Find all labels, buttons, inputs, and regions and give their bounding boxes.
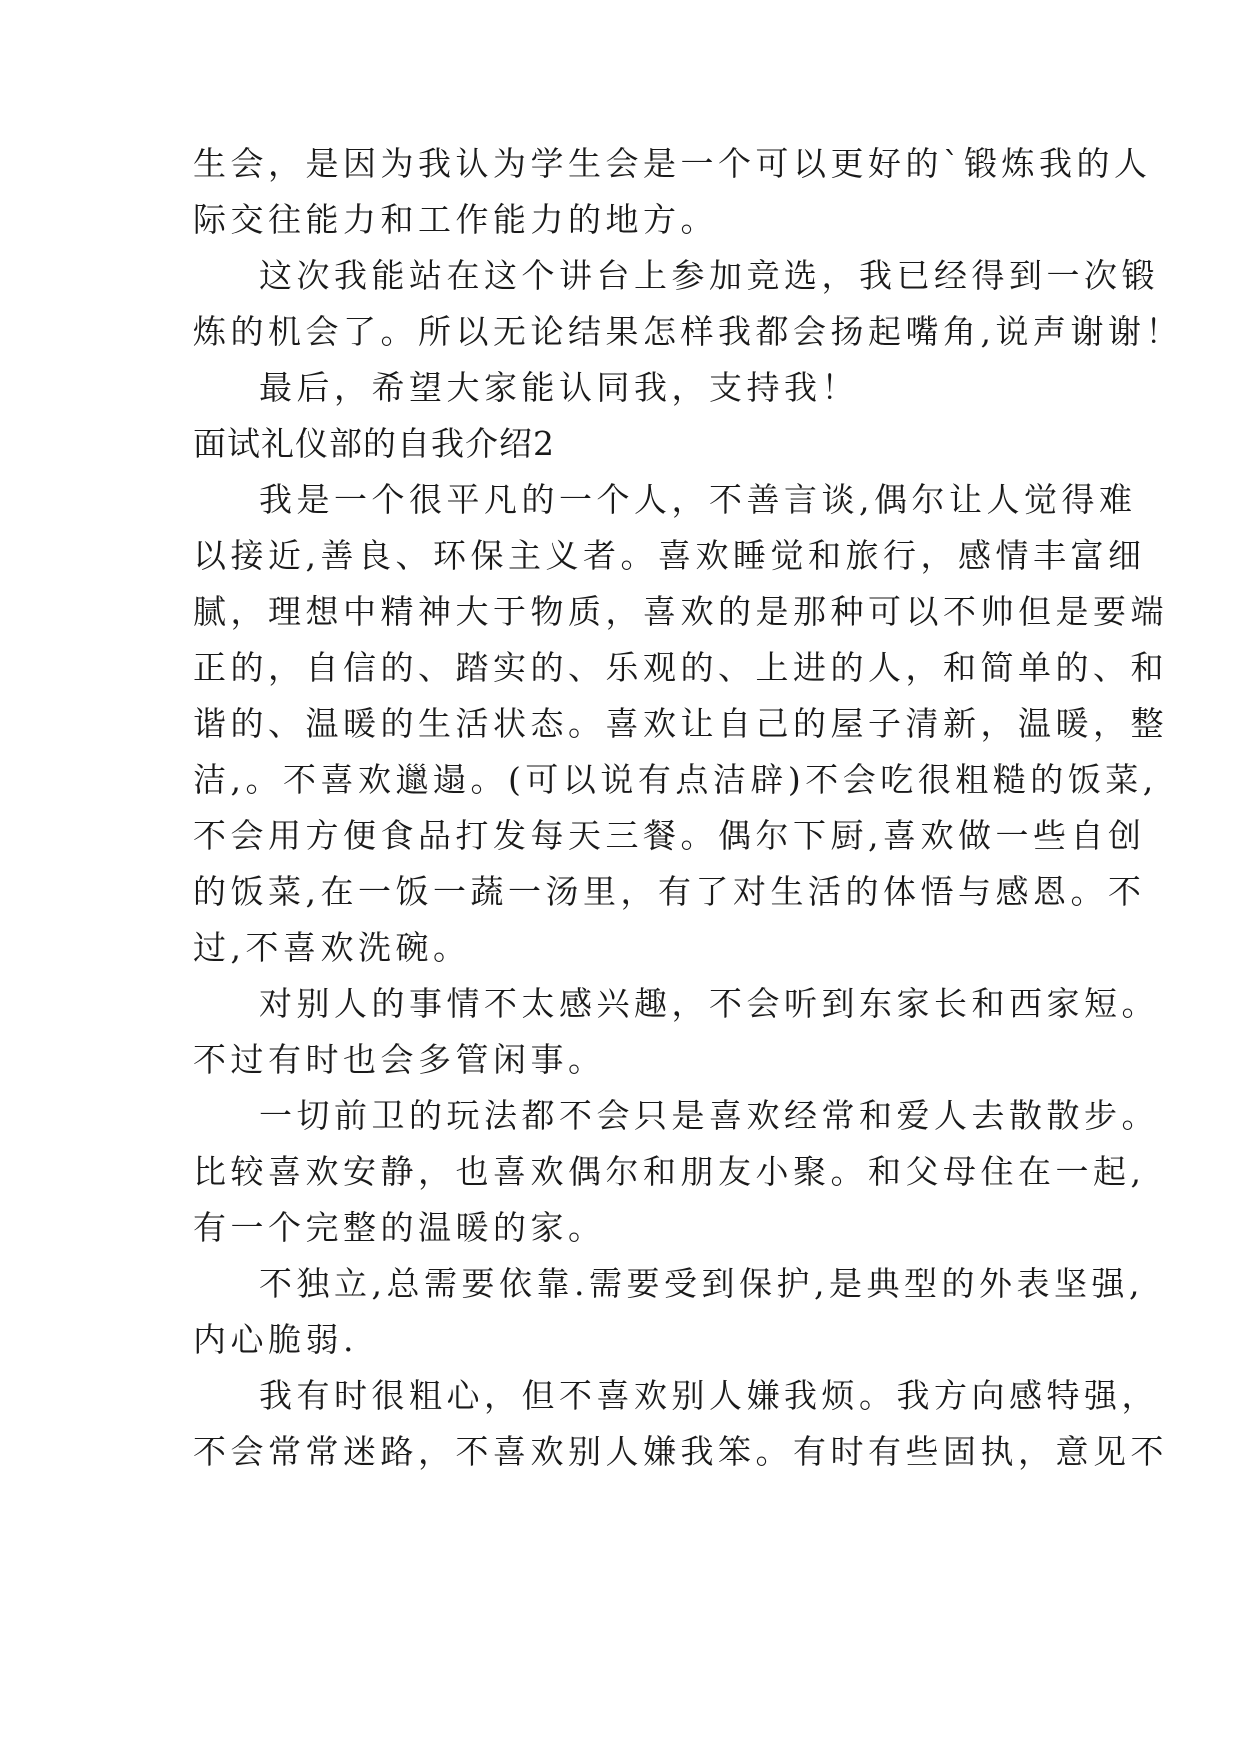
text-line: 炼的机会了。所以无论结果怎样我都会扬起嘴角,说声谢谢！ — [193, 312, 1183, 351]
text-line: 腻，理想中精神大于物质，喜欢的是那种可以不帅但是要端 — [193, 592, 1168, 631]
text-line: 不会用方便食品打发每天三餐。偶尔下厨,喜欢做一些自创 — [193, 816, 1146, 855]
text-line: 我是一个很平凡的一个人，不善言谈,偶尔让人觉得难 — [259, 480, 1137, 519]
text-line: 不过有时也会多管闲事。 — [193, 1040, 606, 1079]
text-line: 不会常常迷路，不喜欢别人嫌我笨。有时有些固执，意见不 — [193, 1432, 1168, 1471]
section-heading: 面试礼仪部的自我介绍2 — [193, 424, 555, 463]
text-line: 洁,。不喜欢邋遢。(可以说有点洁辟)不会吃很粗糙的饭菜, — [193, 760, 1158, 799]
text-line: 际交往能力和工作能力的地方。 — [193, 200, 718, 239]
text-line: 以接近,善良、环保主义者。喜欢睡觉和旅行，感情丰富细 — [193, 536, 1146, 575]
text-line: 最后，希望大家能认同我，支持我！ — [259, 368, 859, 407]
text-line: 正的，自信的、踏实的、乐观的、上进的人，和简单的、和 — [193, 648, 1168, 687]
text-line: 内心脆弱. — [193, 1320, 358, 1359]
text-line: 谐的、温暖的生活状态。喜欢让自己的屋子清新，温暖，整 — [193, 704, 1168, 743]
text-line: 不独立,总需要依靠.需要受到保护,是典型的外表坚强, — [259, 1264, 1144, 1303]
text-line: 对别人的事情不太感兴趣，不会听到东家长和西家短。 — [259, 984, 1159, 1023]
text-line: 我有时很粗心，但不喜欢别人嫌我烦。我方向感特强， — [259, 1376, 1159, 1415]
text-line: 一切前卫的玩法都不会只是喜欢经常和爱人去散散步。 — [259, 1096, 1159, 1135]
text-line: 的饭菜,在一饭一蔬一汤里，有了对生活的体悟与感恩。不 — [193, 872, 1146, 911]
text-line: 生会，是因为我认为学生会是一个可以更好的`锻炼我的人 — [193, 144, 1152, 183]
text-line: 有一个完整的温暖的家。 — [193, 1208, 606, 1247]
text-line: 过,不喜欢洗碗。 — [193, 928, 471, 967]
text-line: 这次我能站在这个讲台上参加竞选，我已经得到一次锻 — [259, 256, 1159, 295]
text-line: 比较喜欢安静，也喜欢偶尔和朋友小聚。和父母住在一起, — [193, 1152, 1146, 1191]
